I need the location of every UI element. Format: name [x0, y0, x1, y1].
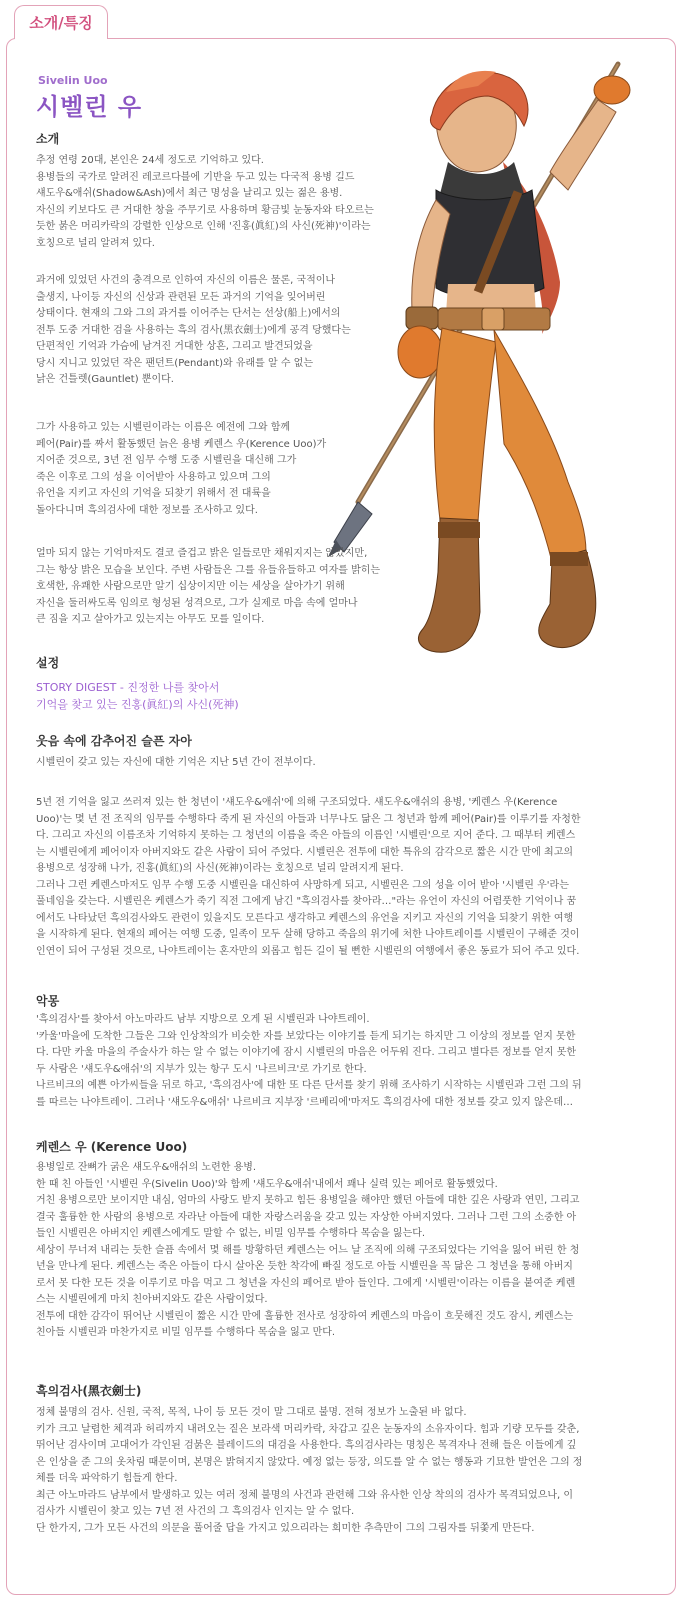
tab-intro-features[interactable]: 소개/특징 — [14, 5, 108, 39]
smile-paragraph-1: 시벨린이 갖고 있는 자신에 대한 기억은 지난 5년 간이 전부이다. — [36, 757, 316, 768]
intro-paragraph-4: 얼마 되지 않는 기억마저도 결코 즐겁고 밝은 일들로만 채워지지는 않았지만, 그는 항상 밝은 모습을 보인다. 주변 사람들은 그를 유들유들하고 여자를 밝히는 호색한, 유쾌한 사람으로만 알기 십상이지만 이는 세상을 살아가기 위해 자신을 둘러싸도록 임의로 형성된 성격으로, 그가 실제로 마음 속에 얼마나 큰 짐을 지고 살아가고 있는지는 아무도 모를 일이다. — [36, 548, 381, 625]
black-swordsman-paragraph: 정체 불명의 검사. 신원, 국적, 목적, 나이 등 모든 것이 말 그대로 불명. 전혀 정보가 노출된 바 없다. 키가 크고 날렵한 체격과 허리까지 내려오는 짙은 보라색 머리카락, 차갑고 깊은 눈동자의 소유자이다. 힘과 기량 모두를 갖춘, 뛰어난 검사이며 고대어가 각인된 검붉은 블레이드의 대검을 사용한다. 흑의검사라는 명칭은 목격자나 전해 들은 이들에게 깊 은 인상을 준 그의 옷차림 때문이며, 본명은 밝혀지지 않았다. 예정 없는 등장, 의도를 알 수 없는 행동과 기묘한 발언은 그의 정 체를 더욱 파악하기 힘들게 한다. 최근 아노마라드 남부에서 발생하고 있는 여러 정체 불명의 사건과 관련해 그와 유사한 인상 착의의 검사가 목격되었으나, 이 검사가 시벨린이 찾고 있는 7년 전 사건의 그 흑의검사 인지는 알 수 없다. 단 한가지, 그가 모든 사건의 의문을 풀어줄 답을 가지고 있으리라는 희미한 추측만이 그의 그림자를 뒤쫓게 만든다. — [36, 1407, 583, 1534]
intro-paragraph-2: 과거에 있었던 사건의 충격으로 인하여 자신의 이름은 물론, 국적이나 출생지, 나이등 자신의 신상과 관련된 모든 과거의 기억을 잊어버린 상태이다. 현재의 그와 그의 과거를 이어주는 단서는 선상(船上)에서의 전투 도중 거대한 검을 사용하는 흑의 검사(黑衣劍士)에게 공격 당했다는 단편적인 기억과 가슴에 남겨진 거대한 상흔, 그리고 발견되었을 당시 지니고 있었던 작은 팬던트(Pendant)와 유래를 알 수 없는 낡은 건틀렛(Gauntlet) 뿐이다. — [36, 275, 351, 385]
black-swordsman-heading: 흑의검사(黑衣劍士) — [36, 1384, 142, 1398]
smile-paragraph-2: 5년 전 기억을 잃고 쓰러져 있는 한 청년이 '섀도우&애쉬'에 의해 구조되었다. 섀도우&애쉬의 용병, '케렌스 우(Kerence Uoo)'는 몇 년 전 조직의 임무를 수행하다 죽게 된 자신의 아들과 너무나도 닮은 그 청년과 함께 페어(Pair)를 이루기를 자청한 다. 그리고 자신의 이름조차 기억하지 못하는 그 청년의 이름을 죽은 아들의 이름인 '시벨린'으로 지어 준다. 그 때부터 케렌스 는 시벨린에게 페어이자 아버지와도 같은 사람이 되어 주었다. 시벨린은 전투에 대한 특유의 감각으로 짧은 시간 만에 최고의 용병으로 성장해 나가, 진홍(眞紅)의 사신(死神)이라는 호칭으로 널리 알려지게 된다. 그러나 그런 케렌스마저도 임무 수행 도중 시벨린을 대신하여 사망하게 되고, 시벨린은 그의 성을 이어 받아 '시벨린 우'라는 풀네임을 갖는다. 시벨린은 케렌스가 죽기 직전 그에게 남긴 "흑의검사를 찾아라…"라는 유언이 자신의 어렴풋한 기억이나 꿈 에서도 나타났던 흑의검사와도 관련이 있을지도 모른다고 생각하고 케렌스의 유언을 지키고 자신의 기억을 되찾기 위한 여행 을 시작하게 된다. 현재의 페어는 여행 도중, 일족이 모두 살해 당하고 죽음의 위기에 처한 나야트레이를 시벨린이 구해준 것이 인연이 되어 구성된 것으로, 나야트레이는 혼자만의 외롭고 힘든 길이 될 뻔한 시벨린의 여행에서 좋은 동료가 되어 주고 있다. — [36, 797, 581, 957]
character-name-english: Sivelin Uoo — [38, 74, 108, 87]
tab-connector — [15, 37, 107, 40]
intro-paragraph-1: 추정 연령 20대, 본인은 24세 정도로 기억하고 있다. 용병들의 국가로 알려진 레코르다블에 기반을 두고 있는 다국적 용병 길드 섀도우&애쉬(Shadow&Ash)에서 최근 명성을 날리고 있는 젊은 용병. 자신의 키보다도 큰 거대한 창을 주무기로 사용하며 황금빛 눈동자와 타오르는 듯한 붉은 머리카락의 강렬한 인상으로 인해 '진홍(眞紅)의 사신(死神)'이라는 호칭으로 널리 알려져 있다. — [36, 155, 374, 249]
digest-line-2: 기억을 찾고 있는 진홍(眞紅)의 사신(死神) — [36, 698, 239, 711]
character-name-title: 시벨린 우 — [36, 93, 143, 121]
setting-heading: 설정 — [36, 656, 60, 670]
intro-paragraph-3: 그가 사용하고 있는 시벨린이라는 이름은 예전에 그와 함께 페어(Pair)를 짜서 활동했던 늙은 용병 케렌스 우(Kerence Uoo)가 지어준 것으로, 3년 전 임무 수행 도중 시벨린을 대신해 그가 죽은 이후로 그의 성을 이어받아 사용하고 있으며 그의 유언을 지키고 자신의 기억을 되찾기 위해서 전 대륙을 돌아다니며 흑의검사에 대한 정보를 조사하고 있다. — [36, 422, 327, 516]
smile-heading: 웃음 속에 감추어진 슬픈 자아 — [36, 734, 192, 748]
digest-line-1: STORY DIGEST - 진정한 나를 찾아서 — [36, 681, 220, 694]
kerence-paragraph: 용병일로 잔뼈가 굵은 섀도우&애쉬의 노련한 용병. 한 때 친 아들인 '시벨린 우(Sivelin Uoo)'와 함께 '섀도우&애쉬'내에서 꽤나 실력 있는 페어로 활동했었다. 거친 용병으로만 보이지만 내심, 엄마의 사랑도 받지 못하고 힘든 용병일을 해야만 했던 아들에 대한 깊은 사랑과 연민, 그리고 결국 훌륭한 한 사람의 용병으로 자라난 아들에 대한 자랑스러움을 갖고 있는 자상한 아버지였다. 그러나 그런 그의 소중한 아 들인 시벨린은 아버지인 케렌스에게도 말할 수 없는, 비밀 임무를 수행하다 목숨을 잃는다. 세상이 무너져 내리는 듯한 슬픔 속에서 몇 해를 방황하던 케렌스는 어느 날 조직에 의해 구조되었다는 기억을 잃어 버린 한 청 년을 만나게 된다. 케렌스는 죽은 아들이 다시 살아온 듯한 착각에 빠질 정도로 아들 시벨린을 꼭 닮은 그 청년을 통해 아버지 로서 못 다한 모든 것을 이루기로 마음 먹고 그 청년을 자신의 페어로 받아 들인다. 그에게 '시벨린'이라는 이름을 붙여준 케렌 스는 시벨린에게 마치 친아버지와도 같은 사람이었다. 전투에 대한 감각이 뛰어난 시벨린이 짧은 시간 만에 훌륭한 전사로 성장하여 케렌스의 마음이 흐뭇해진 것도 잠시, 케렌스는 친아들 시벨린과 마찬가지로 비밀 임무를 수행하다 목숨을 잃고 만다. — [36, 1162, 580, 1338]
kerence-heading: 케렌스 우 (Kerence Uoo) — [36, 1140, 188, 1154]
story-digest — [36, 679, 239, 713]
nightmare-paragraph: '흑의검사'를 찾아서 아노마라드 남부 지방으로 오게 된 시벨린과 나야트레이. '카울'마을에 도착한 그들은 그와 인상착의가 비슷한 자를 보았다는 이야기를 듣게 되기는 하지만 그 이상의 정보를 얻지 못한 다. 다만 카울 마을의 주술사가 하는 알 수 없는 이야기에 잠시 시벨린의 마음은 어두워 진다. 그리고 별다른 정보를 얻지 못한 두 사람은 '섀도우&애쉬'의 지부가 있는 항구 도시 '나르비크'로 가기로 한다. 나르비크의 예쁜 아가씨들을 뒤로 하고, '흑의검사'에 대한 또 다른 단서를 찾기 위해 조사하기 시작하는 시벨린과 그런 그의 뒤 를 따르는 나야트레이. 그러나 '섀도우&애쉬' 나르비크 지부장 '르베리에'마저도 흑의검사에 대한 정보를 갖고 있지 않은데… — [36, 1014, 582, 1108]
intro-heading: 소개 — [36, 132, 60, 146]
nightmare-heading: 악몽 — [36, 994, 60, 1008]
